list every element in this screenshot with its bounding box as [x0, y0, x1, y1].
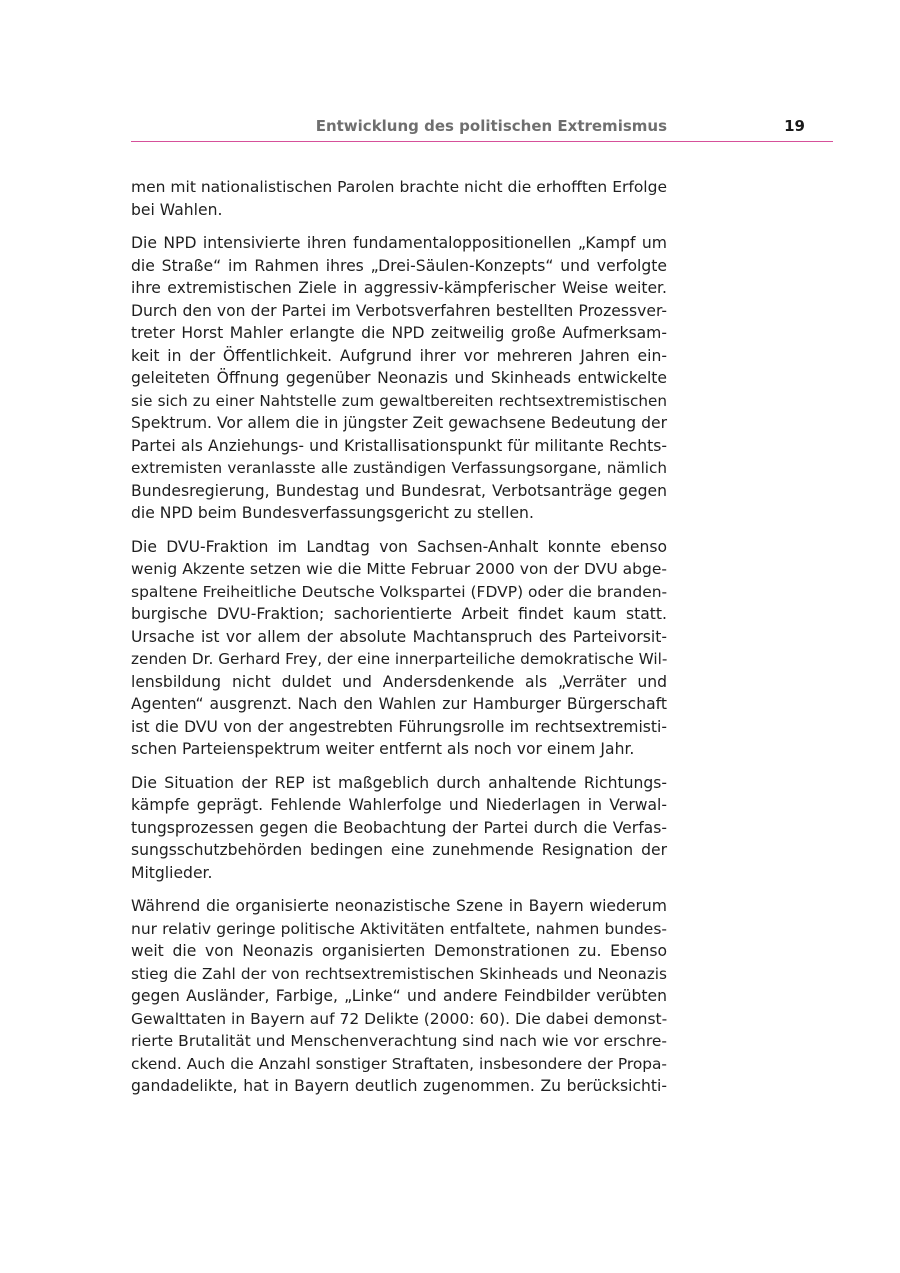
text-line: weit die von Neonazis organisierten Demonstrationen zu. Ebenso: [131, 942, 667, 960]
text-line: ckend. Auch die Anzahl sonstiger Straftaten, insbesondere der Propa-: [131, 1054, 667, 1073]
text-line: rierte Brutalität und Menschenverachtung sind nach wie vor erschre-: [131, 1032, 667, 1050]
running-header-title: Entwicklung des politischen Extremismus: [315, 117, 667, 135]
text-line: lensbildung nicht duldet und Andersdenkende als „Verräter und: [131, 672, 667, 691]
text-line: zenden Dr. Gerhard Frey, der eine innerparteiliche demokratische Wil-: [131, 650, 668, 668]
paragraph: [131, 536, 667, 761]
text-line: ihre extremistischen Ziele in aggressiv-kämpferischer Weise weiter.: [131, 279, 667, 297]
running-header: [131, 117, 833, 139]
text-line: Gewalttaten in Bayern auf 72 Delikte (2000: 60). Die dabei demonst-: [131, 1009, 668, 1028]
paragraph: [131, 895, 667, 1098]
text-line: Die NPD intensivierte ihren fundamentaloppositionellen „Kampf um: [131, 234, 667, 252]
text-line: stieg die Zahl der von rechtsextremistischen Skinheads und Neonazis: [131, 964, 667, 983]
text-line: Mitglieder.: [131, 863, 213, 882]
body-text: [131, 176, 667, 1109]
text-line: Die DVU-Fraktion im Landtag von Sachsen-Anhalt konnte ebenso: [131, 537, 667, 556]
header-divider-rule: [131, 141, 833, 142]
text-line: kämpfe geprägt. Fehlende Wahlerfolge und Niederlagen in Verwal-: [131, 796, 667, 814]
text-line: tungsprozessen gegen die Beobachtung der Partei durch die Verfas-: [131, 818, 667, 837]
text-line: keit in der Öffentlichkeit. Aufgrund ihrer vor mehreren Jahren ein-: [131, 346, 667, 365]
text-line: Agenten“ ausgrenzt. Nach den Wahlen zur Hamburger Bürgerschaft: [131, 695, 667, 713]
text-line: wenig Akzente setzen wie die Mitte Februar 2000 von der DVU abge-: [131, 560, 667, 578]
paragraph: [131, 232, 667, 525]
text-line: schen Parteienspektrum weiter entfernt als noch vor einem Jahr.: [131, 740, 635, 758]
text-line: die Straße“ im Rahmen ihres „Drei-Säulen-Konzepts“ und verfolgte: [131, 256, 667, 275]
text-line: bei Wahlen.: [131, 200, 223, 219]
paragraph: [131, 176, 667, 221]
text-line: Während die organisierte neonazistische Szene in Bayern wiederum: [131, 897, 667, 915]
text-line: Spektrum. Vor allem die in jüngster Zeit gewachsene Bedeutung der: [131, 414, 667, 432]
text-line: spaltene Freiheitliche Deutsche Volkspartei (FDVP) oder die branden-: [131, 582, 668, 601]
text-line: sungsschutzbehörden bedingen eine zunehmende Resignation der: [131, 841, 667, 859]
text-line: Durch den von der Partei im Verbotsverfahren bestellten Prozessver-: [131, 301, 667, 320]
text-line: Die Situation der REP ist maßgeblich durch anhaltende Richtungs-: [131, 773, 667, 792]
text-line: men mit nationalistischen Parolen brachte nicht die erhofften Erfolge: [131, 178, 667, 196]
paragraph: [131, 772, 667, 885]
text-line: geleiteten Öffnung gegenüber Neonazis und Skinheads entwickelte: [131, 369, 667, 387]
text-line: extremisten veranlasste alle zuständigen Verfassungsorgane, nämlich: [131, 459, 667, 477]
text-line: sie sich zu einer Nahtstelle zum gewaltbereiten rechtsextremistischen: [131, 391, 667, 410]
text-line: gandadelikte, hat in Bayern deutlich zugenommen. Zu berücksichti-: [131, 1077, 667, 1095]
text-line: gegen Ausländer, Farbige, „Linke“ und andere Feindbilder verübten: [131, 987, 667, 1005]
page-number: 19: [784, 117, 805, 135]
text-line: Ursache ist vor allem der absolute Machtanspruch des Parteivorsit-: [131, 627, 667, 646]
text-line: Partei als Anziehungs- und Kristallisationspunkt für militante Rechts-: [131, 436, 667, 455]
text-line: nur relativ geringe politische Aktivitäten entfaltete, nahmen bundes-: [131, 919, 667, 938]
text-line: die NPD beim Bundesverfassungsgericht zu stellen.: [131, 504, 534, 522]
text-line: ist die DVU von der angestrebten Führungsrolle im rechtsextremisti-: [131, 717, 667, 736]
text-line: treter Horst Mahler erlangte die NPD zeitweilig große Aufmerksam-: [131, 324, 667, 342]
text-line: Bundesregierung, Bundestag und Bundesrat, Verbotsanträge gegen: [131, 481, 667, 500]
text-line: burgische DVU-Fraktion; sachorientierte Arbeit findet kaum statt.: [131, 605, 667, 623]
